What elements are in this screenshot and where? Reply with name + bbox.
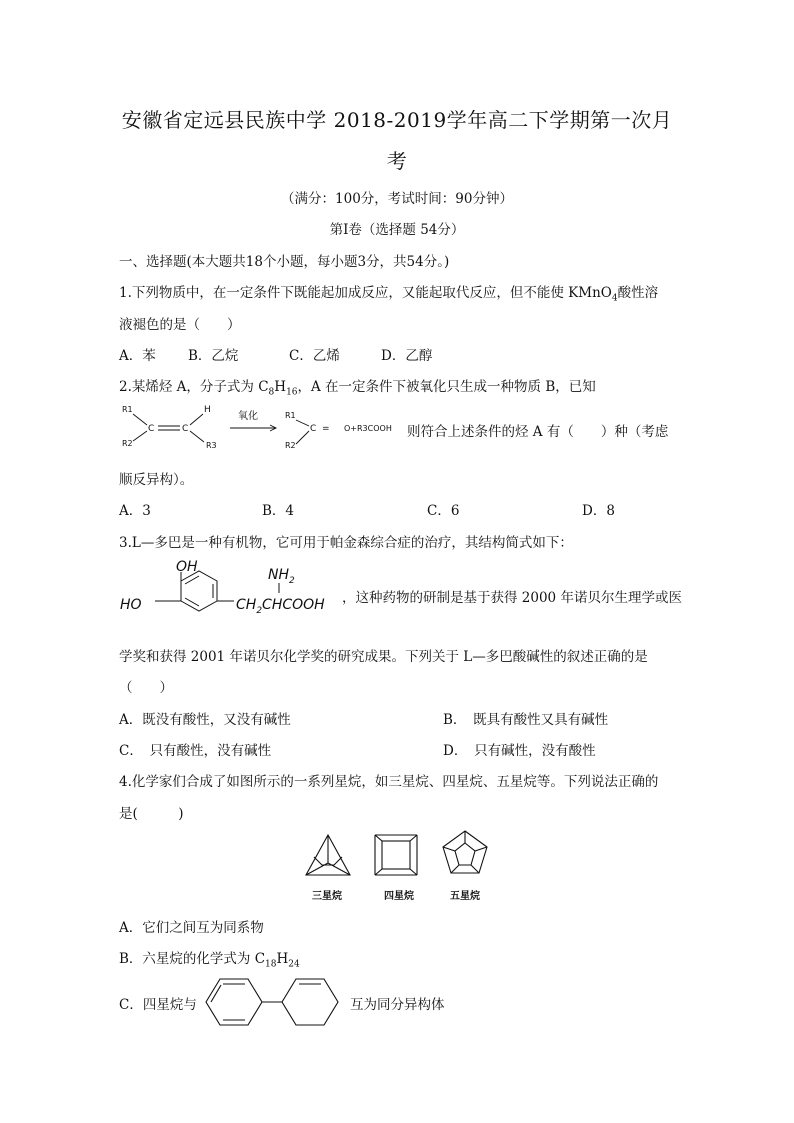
q3-option-b: B． 既具有酸性又具有碱性 [443, 712, 609, 728]
scheme-r1: R1 [122, 405, 133, 414]
q2-line2-tail: 则符合上述条件的烃 A 有（ ）种（考虑 [407, 424, 669, 440]
q4-option-b: B．六星烷的化学式为 $C_{18}H_{24}$ [119, 951, 300, 970]
scheme-arrow-label: 氧化 [238, 411, 258, 422]
q2-option-a: A．3 [119, 503, 151, 519]
scheme-r3: R3 [206, 441, 217, 450]
q2-line3: 顺反异构）。 [119, 472, 194, 488]
dopa-ch: CH [236, 597, 257, 613]
l-dopa-structure [118, 557, 340, 625]
q3-option-c: C． 只有酸性，没有碱性 [119, 743, 272, 759]
q4-option-a: A．它们之间互为同系物 [119, 920, 264, 936]
phenylcyclohexene-structure [200, 976, 350, 1028]
dopa-ch-sub: 2 [256, 606, 263, 616]
scheme-product-r2: R2 [285, 441, 296, 450]
star-alkanes-figure [300, 827, 500, 907]
dopa-nh: NH [268, 567, 289, 583]
exam-meta: （满分：100分，考试时间：90分钟） [281, 191, 513, 207]
q2-option-b: B．4 [262, 503, 295, 519]
dopa-nh-sub: 2 [289, 576, 295, 586]
dopa-ho: HO [120, 597, 142, 613]
q1-option-a: A．苯 [119, 348, 156, 364]
q4-option-c-prefix: C．四星烷与 [119, 997, 197, 1013]
q1-line2: 液褪色的是（ ） [119, 317, 241, 333]
q4-line2: 是( ) [119, 806, 184, 822]
q1-option-d: D．乙醇 [381, 348, 433, 364]
scheme-c2: C [182, 424, 189, 434]
scheme-h: H [204, 405, 211, 415]
q1-option-b: B．乙烷 [188, 348, 239, 364]
q3-line1: 3.L—多巴是一种有机物，它可用于帕金森综合症的治疗，其结构简式如下： [119, 535, 573, 551]
q2-line1: 2.某烯烃 A，分子式为 $C_8H_{16}$，A 在一定条件下被氧化只生成一种物质 B，已知 [119, 379, 596, 398]
svg-text:NH2 [268, 567, 295, 586]
figure-label-3: 三星烷 [312, 891, 342, 902]
svg-text:CH2CHCOOH [236, 597, 325, 616]
oxidation-scheme [118, 400, 408, 456]
q4-option-c-suffix: 互为同分异构体 [350, 997, 445, 1013]
q3-option-a: A．既没有酸性，又没有碱性 [119, 712, 291, 728]
scheme-product-eq: = [322, 424, 330, 434]
q3-line4: （ ） [119, 680, 173, 696]
q2-option-c: C．6 [427, 503, 460, 519]
section-heading: 第Ⅰ卷（选择题 54分） [329, 222, 465, 238]
scheme-product-text: O+R3COOH [344, 424, 392, 433]
page-title-line1: 安徽省定远县民族中学 2018-2019学年高二下学期第一次月 [121, 108, 673, 132]
q1-line1: 1.下列物质中，在一定条件下既能起加成反应，又能起取代反应，但不能使 KMnO$_4$酸性溶 [119, 285, 659, 304]
q3-option-d: D． 只有碱性，没有酸性 [443, 743, 596, 759]
page-title-line2: 考 [386, 149, 408, 173]
scheme-product-r1: R1 [285, 411, 296, 420]
figure-label-4: 四星烷 [384, 891, 414, 902]
scheme-product-c: C [310, 424, 317, 434]
q2-option-d: D．8 [582, 503, 615, 519]
dopa-oh: OH [176, 559, 198, 575]
scheme-r2: R2 [122, 439, 133, 448]
dopa-chain-tail: CHCOOH [262, 597, 325, 613]
q3-line2-tail: ，这种药物的研制是基于获得 2000 年诺贝尔生理学或医 [342, 590, 682, 606]
q4-line1: 4.化学家们合成了如图所示的一系列星烷，如三星烷、四星烷、五星烷等。下列说法正确的 [119, 774, 659, 790]
instructions: 一、选择题(本大题共18个小题，每小题3分，共54分。) [119, 254, 450, 270]
q1-option-c: C．乙烯 [289, 348, 340, 364]
scheme-c1: C [148, 424, 155, 434]
figure-label-5: 五星烷 [450, 891, 480, 902]
q3-line3: 学奖和获得 2001 年诺贝尔化学奖的研究成果。下列关于 L—多巴酸碱性的叙述正确的是 [119, 649, 648, 665]
